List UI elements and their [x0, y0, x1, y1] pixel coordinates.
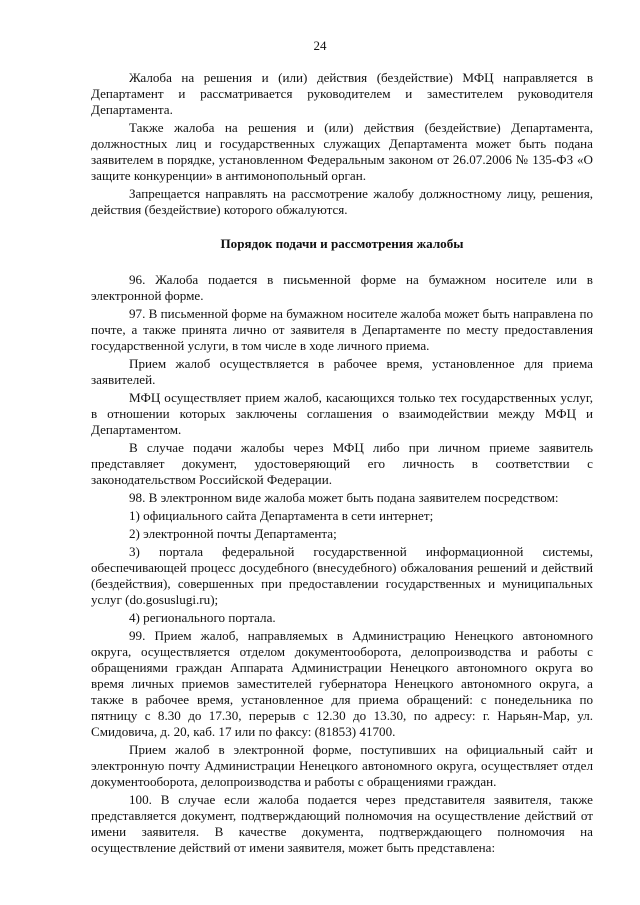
document-body — [91, 70, 593, 858]
paragraph-97: 97. В письменной форме на бумажном носителе жалоба может быть направлена по почте, а также принята лично от заявителя в Департаменте по месту предоставления государственной услуги, в том числе в ходе личного приема. — [91, 306, 593, 354]
list-item: 1) официального сайта Департамента в сети интернет; — [129, 508, 434, 524]
paragraph: Запрещается направлять на рассмотрение жалобу должностному лицу, решения, действия (бездействие) которого обжалуются. — [91, 185, 593, 217]
list-item: 2) электронной почты Департамента; — [129, 526, 337, 542]
paragraph: Жалоба на решения и (или) действия (бездействие) МФЦ направляется в Департамент и рассматривается руководителем и заместителем руководителя Департамента. — [91, 70, 593, 117]
section-heading: Порядок подачи и рассмотрения жалобы — [220, 235, 464, 251]
list-item: 3) портала федеральной государственной информационной системы, обеспечивающей процесс досудебного (внесудебного) обжалования решений и действий (бездействия), совершенных при предоставлении государственных и муниципальных услуг (do.gosuslugi.ru); — [91, 544, 593, 608]
paragraph: В случае подачи жалобы через МФЦ либо при личном приеме заявитель представляет документ, удостоверяющий его личность в соответствии с законодательством Российской Федерации. — [91, 440, 593, 488]
paragraph-99: 99. Прием жалоб, направляемых в Администрацию Ненецкого автономного округа, осуществляется отделом документооборота, делопроизводства и работы с обращениями граждан Аппарата Администрации Ненецкого автономного округа во время личных приемов заместителей губернатора Ненецкого автономного округа, а также в рабочее время, установленное для приема обращений: с понедельника по пятницу с 8.30 до 17.30, перерыв с 12.30 до 13.30, по адресу: г. Нарьян-Мар, ул. Смидовича, д. 20, каб. 17 или по факсу: (81853) 41700. — [91, 628, 593, 739]
page-number: 24 — [313, 38, 327, 53]
paragraph-98: 98. В электронном виде жалоба может быть подана заявителем посредством: — [129, 490, 559, 506]
paragraph-100: 100. В случае если жалоба подается через представителя заявителя, также представляется документ, подтверждающий полномочия на осуществление действий от имени заявителя. В качестве документа, подтверждающего полномочия на осуществление действий от имени заявителя, может быть представлена: — [91, 791, 593, 855]
paragraph-96: 96. Жалоба подается в письменной форме на бумажном носителе или в электронной форме. — [91, 272, 593, 304]
paragraph: Также жалоба на решения и (или) действия (бездействие) Департамента, должностных лиц и государственных служащих Департамента может быть подана заявителем в порядке, установленном Федеральным законом от 26.07.2006 № 135-ФЗ «О защите конкуренции» в антимонопольный орган. — [91, 119, 593, 183]
paragraph: МФЦ осуществляет прием жалоб, касающихся только тех государственных услуг, в отношении которых заключены соглашения о взаимодействии между МФЦ и Департаментом. — [91, 390, 593, 438]
paragraph: Прием жалоб осуществляется в рабочее время, установленное для приема заявителей. — [91, 356, 593, 388]
paragraph: Прием жалоб в электронной форме, поступивших на официальный сайт и электронную почту Администрации Ненецкого автономного округа, осуществляет отдел документооборота, делопроизводства и работы с обращениями граждан. — [91, 741, 593, 789]
list-item: 4) регионального портала. — [129, 610, 276, 626]
